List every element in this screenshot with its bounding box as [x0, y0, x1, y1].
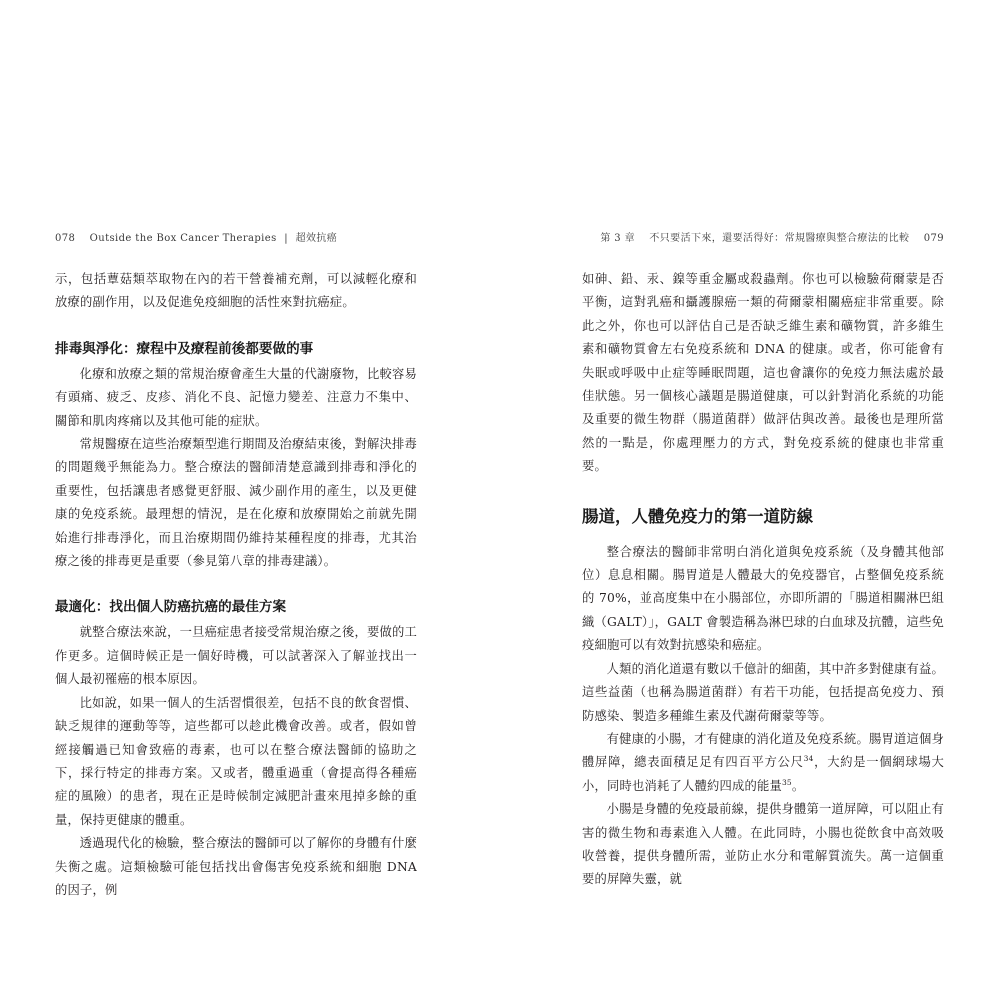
paragraph-text: 如砷、鉛、汞、鎳等重金屬或殺蟲劑。你也可以檢驗荷爾蒙是否平衡，這對乳癌和攝護腺癌一類的荷爾蒙相關癌症非常重要。除此之外，你也可以評估自己是否缺乏維生素和礦物質，許多維生素和礦物質會左右免疫系統和 DNA 的健康。或者，你可能會有失眠或呼吸中止症等睡眠問題，這也會讓你的免疫力無法處於最佳狀態。另一個核心議題是腸道健康，可以針對消化系統的功能及重要的微生物群（腸道菌群）做評估與改善。最後也是理所當然的一點是，你處理壓力的方式，對免疫系統的健康也非常重要。 [582, 272, 944, 474]
section-gut-body [582, 541, 944, 892]
section-heading-optimization: 最適化：找出個人防癌抗癌的最佳方案 [55, 599, 287, 616]
right-page-number: 079 [923, 233, 944, 244]
section-optimization-body [55, 621, 417, 902]
left-intro-paragraph [55, 268, 417, 315]
right-page-body [582, 268, 944, 892]
book-title-zh: 超效抗癌 [295, 233, 338, 244]
paragraph-part: 。 [791, 778, 805, 793]
footnote-ref-35[interactable]: 35 [781, 777, 792, 787]
right-page [582, 224, 945, 887]
right-continued-paragraph [582, 268, 944, 479]
paragraph: 人類的消化道還有數以千億計的細菌，其中許多對健康有益。這些益菌（也稱為腸道菌群）有若干功能，包括提高免疫力、預防感染、製造多種維生素及代謝荷爾蒙等等。 [582, 661, 945, 723]
chapter-title: 不只要活下來，還要活得好：常規醫療與整合療法的比較 [649, 233, 910, 244]
paragraph-text: 示，包括蕈菇類萃取物在內的若干營養補充劑，可以減輕化療和放療的副作用，以及促進免疫細胞的活性來對抗癌症。 [55, 272, 417, 310]
paragraph: 化療和放療之類的常規治療會產生大量的代謝廢物，比較容易有頭痛、疲乏、皮疹、消化不良、記憶力變差、注意力不集中、關節和肌肉疼痛以及其他可能的症狀。 [55, 366, 418, 428]
paragraph-part: 有健康的小腸，才有健康的消化道及免疫系統。腸胃道這個身體屏障，總表面積足足有四百平方公尺 [582, 731, 945, 770]
paragraph: 常規醫療在這些治療類型進行期間及治療結束後，對解決排毒的問題幾乎無能為力。整合療法的醫師清楚意識到排毒和淨化的重要性，包括讓患者感覺更舒服、減少副作用的產生，以及更健康的免疫系統。最理想的情況，是在化療和放療開始之前就先開始進行排毒淨化，而且治療期間仍維持某種程度的排毒，尤其治療之後的排毒更是重要（參見第八章的排毒建議）。 [55, 437, 418, 569]
right-running-header [582, 224, 944, 254]
paragraph: 透過現代化的檢驗，整合療法的醫師可以了解你的身體有什麼失衡之處。這類檢驗可能包括找出會傷害免疫系統和細胞 DNA 的因子，例 [55, 836, 418, 897]
chapter-label: 第 3 章 [600, 233, 636, 244]
footnote-ref-34[interactable]: 34 [803, 754, 814, 764]
header-separator: | [284, 233, 288, 244]
paragraph: 就整合療法來說，一旦癌症患者接受常規治療之後，要做的工作更多。這個時候正是一個好時機，可以試著深入了解並找出一個人最初罹癌的根本原因。 [55, 625, 418, 687]
left-page [55, 224, 418, 897]
paragraph-part: ，大約是一個網球場大小，同時也消耗了人體約四成的能量 [582, 755, 944, 793]
paragraph-with-footnotes [582, 728, 944, 798]
section-detox-body [55, 363, 417, 574]
paragraph: 整合療法的醫師非常明白消化道與免疫系統（及身體其他部位）息息相關。腸胃道是人體最大的免疫器官，占整個免疫系統的 70%，並高度集中在小腸部位，亦即所謂的「腸道相關淋巴組織（GALT）」，GALT 會製造稱為淋巴球的白血球及抗體，這些免疫細胞可以有效對抗感染和癌症。 [582, 544, 944, 653]
left-running-header [55, 224, 417, 254]
paragraph: 比如說，如果一個人的生活習慣很差，包括不良的飲食習慣、缺乏規律的運動等等，這些都可以趁此機會改善。或者，假如曾經接觸過已知會致癌的毒素，也可以在整合療法醫師的協助之下，採行特定的排毒方案。又或者，體重過重（會提高得各種癌症的風險）的患者，現在正是時候制定減肥計畫來甩掉多餘的重量，保持更健康的體重。 [55, 695, 418, 827]
book-title-en: Outside the Box Cancer Therapies [89, 233, 277, 244]
section-heading-gut: 腸道，人體免疫力的第一道防線 [582, 506, 813, 526]
left-page-body [55, 268, 417, 902]
paragraph: 小腸是身體的免疫最前線，提供身體第一道屏障，可以阻止有害的微生物和毒素進入人體。在此同時，小腸也從飲食中高效吸收營養，提供身體所需，並防止水分和電解質流失。萬一這個重要的屏障失靈，就 [582, 802, 945, 887]
left-page-number: 078 [55, 233, 76, 244]
section-heading-detox: 排毒與淨化：療程中及療程前後都要做的事 [55, 340, 314, 357]
